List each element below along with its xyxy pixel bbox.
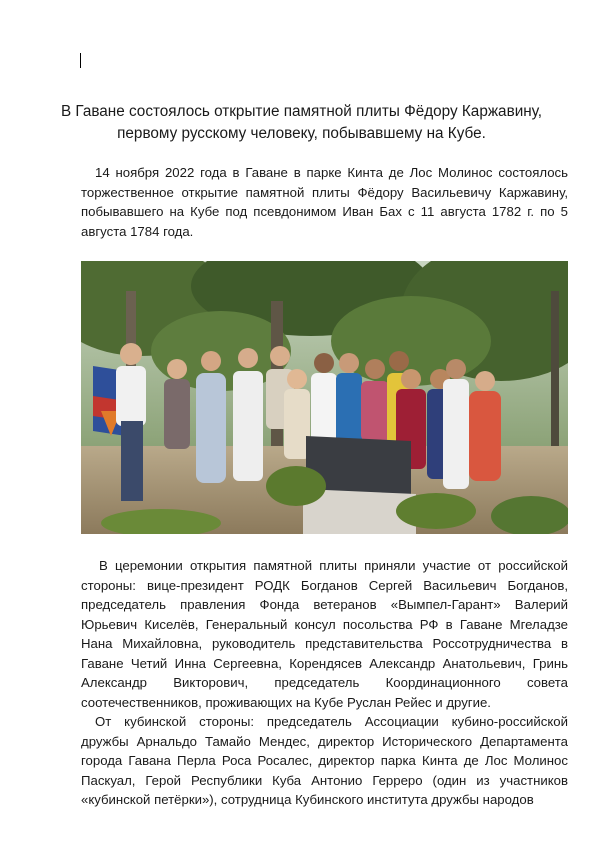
paragraph-cuban-participants: От кубинской стороны: председатель Ассоциации кубино-российской дружбы Арнальдо Тамайо Мендес, директор Исторического Департамента города Гавана Перла Роса Росалес, директор парка Кинта де Лос Молинос Паскуал, Герой Республики Куба Антонио Герреро (один из участников «кубинской петёрки»), сотрудница Кубинского института дружбы народов [81,714,568,807]
paragraph-russian-participants: В церемонии открытия памятной плиты приняли участие от российской стороны: вице-президент РОДК Богданов Сергей Васильевич Богданов, председатель правления Фонда ветеранов «Вымпел-Гарант» Валерий Юрьевич Киселёв, Генеральный консул посольства РФ в Гаване Мгеладзе Нана Михайловна, руководитель представительства Россотрудничества в Гаване Четий Инна Сергеевна, Корендясев Александр Анатольевич, Гринь Александр Викторович, председатель Координационного совета соотечественников, проживающих на Кубе Руслан Рейес и другие. [81,558,568,710]
title-line-1: В Гаване состоялось открытие памятной плиты Фёдору Каржавину, [60,103,543,120]
group-photo [81,261,568,534]
text-cursor [80,53,81,68]
document-title [40,101,563,145]
title-line-2: первому русскому человеку, побывавшему на Кубе. [117,125,486,142]
paragraph-intro: 14 ноября 2022 года в Гаване в парке Кинта де Лос Молинос состоялось торжественное открытие памятной плиты Фёдору Васильевичу Каржавину, побывавшего на Кубе под псевдонимом Иван Бах с 11 августа 1782 г. по 5 августа 1784 года. [81,165,568,239]
